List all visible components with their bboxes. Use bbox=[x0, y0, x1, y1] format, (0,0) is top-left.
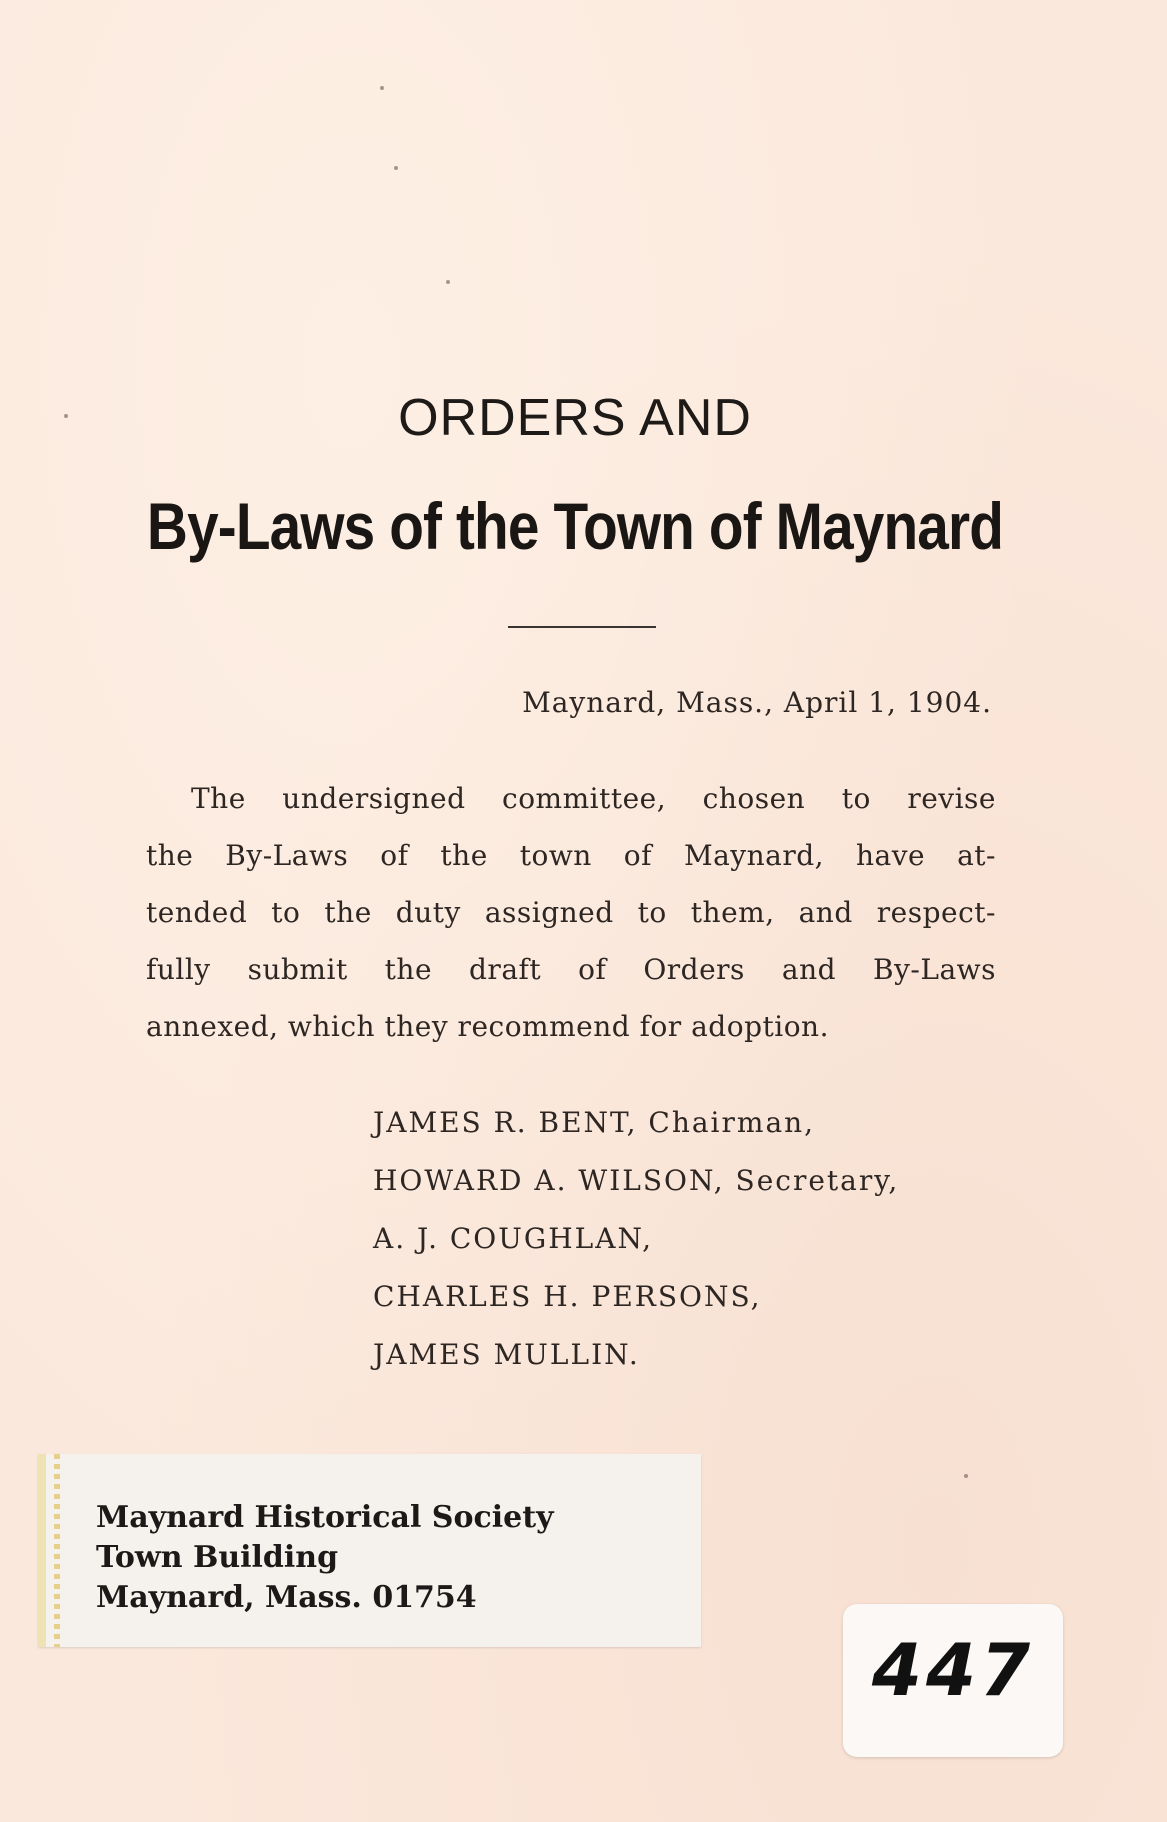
statement-line: The undersigned committee, chosen to revise bbox=[191, 782, 996, 815]
signatory-secretary: HOWARD A. WILSON, Secretary, bbox=[373, 1164, 900, 1197]
paper-speck bbox=[446, 280, 450, 284]
statement-line: the By-Laws of the town of Maynard, have at- bbox=[146, 839, 996, 872]
label-society-name: Maynard Historical Society bbox=[96, 1500, 554, 1535]
library-label bbox=[38, 1454, 701, 1647]
paper-speck bbox=[964, 1474, 968, 1478]
statement-line: fully submit the draft of Orders and By-Laws bbox=[146, 953, 996, 986]
title-by-laws: By-Laws of the Town of Maynard bbox=[146, 489, 1004, 563]
signatory: JAMES MULLIN. bbox=[373, 1338, 640, 1371]
label-city: Maynard, Mass. 01754 bbox=[96, 1580, 477, 1615]
statement-line: annexed, which they recommend for adoption. bbox=[146, 1010, 829, 1043]
statement-line: tended to the duty assigned to them, and respect- bbox=[146, 896, 996, 929]
committee-statement bbox=[146, 770, 996, 1055]
signatory: A. J. COUGHLAN, bbox=[373, 1222, 654, 1255]
signatory-chairman: JAMES R. BENT, Chairman, bbox=[373, 1106, 816, 1139]
committee-signatories bbox=[373, 1094, 899, 1384]
signatory: CHARLES H. PERSONS, bbox=[373, 1280, 762, 1313]
label-address bbox=[96, 1498, 554, 1618]
dateline: Maynard, Mass., April 1, 1904. bbox=[522, 686, 992, 719]
title-divider bbox=[508, 626, 656, 628]
paper-speck bbox=[394, 166, 398, 170]
catalog-number-tag bbox=[843, 1604, 1063, 1757]
catalog-number: 447 bbox=[871, 1628, 1035, 1712]
title-orders-and: ORDERS AND bbox=[398, 389, 752, 447]
label-perforated-edge bbox=[54, 1454, 60, 1647]
paper-speck bbox=[380, 86, 384, 90]
label-building: Town Building bbox=[96, 1540, 339, 1575]
